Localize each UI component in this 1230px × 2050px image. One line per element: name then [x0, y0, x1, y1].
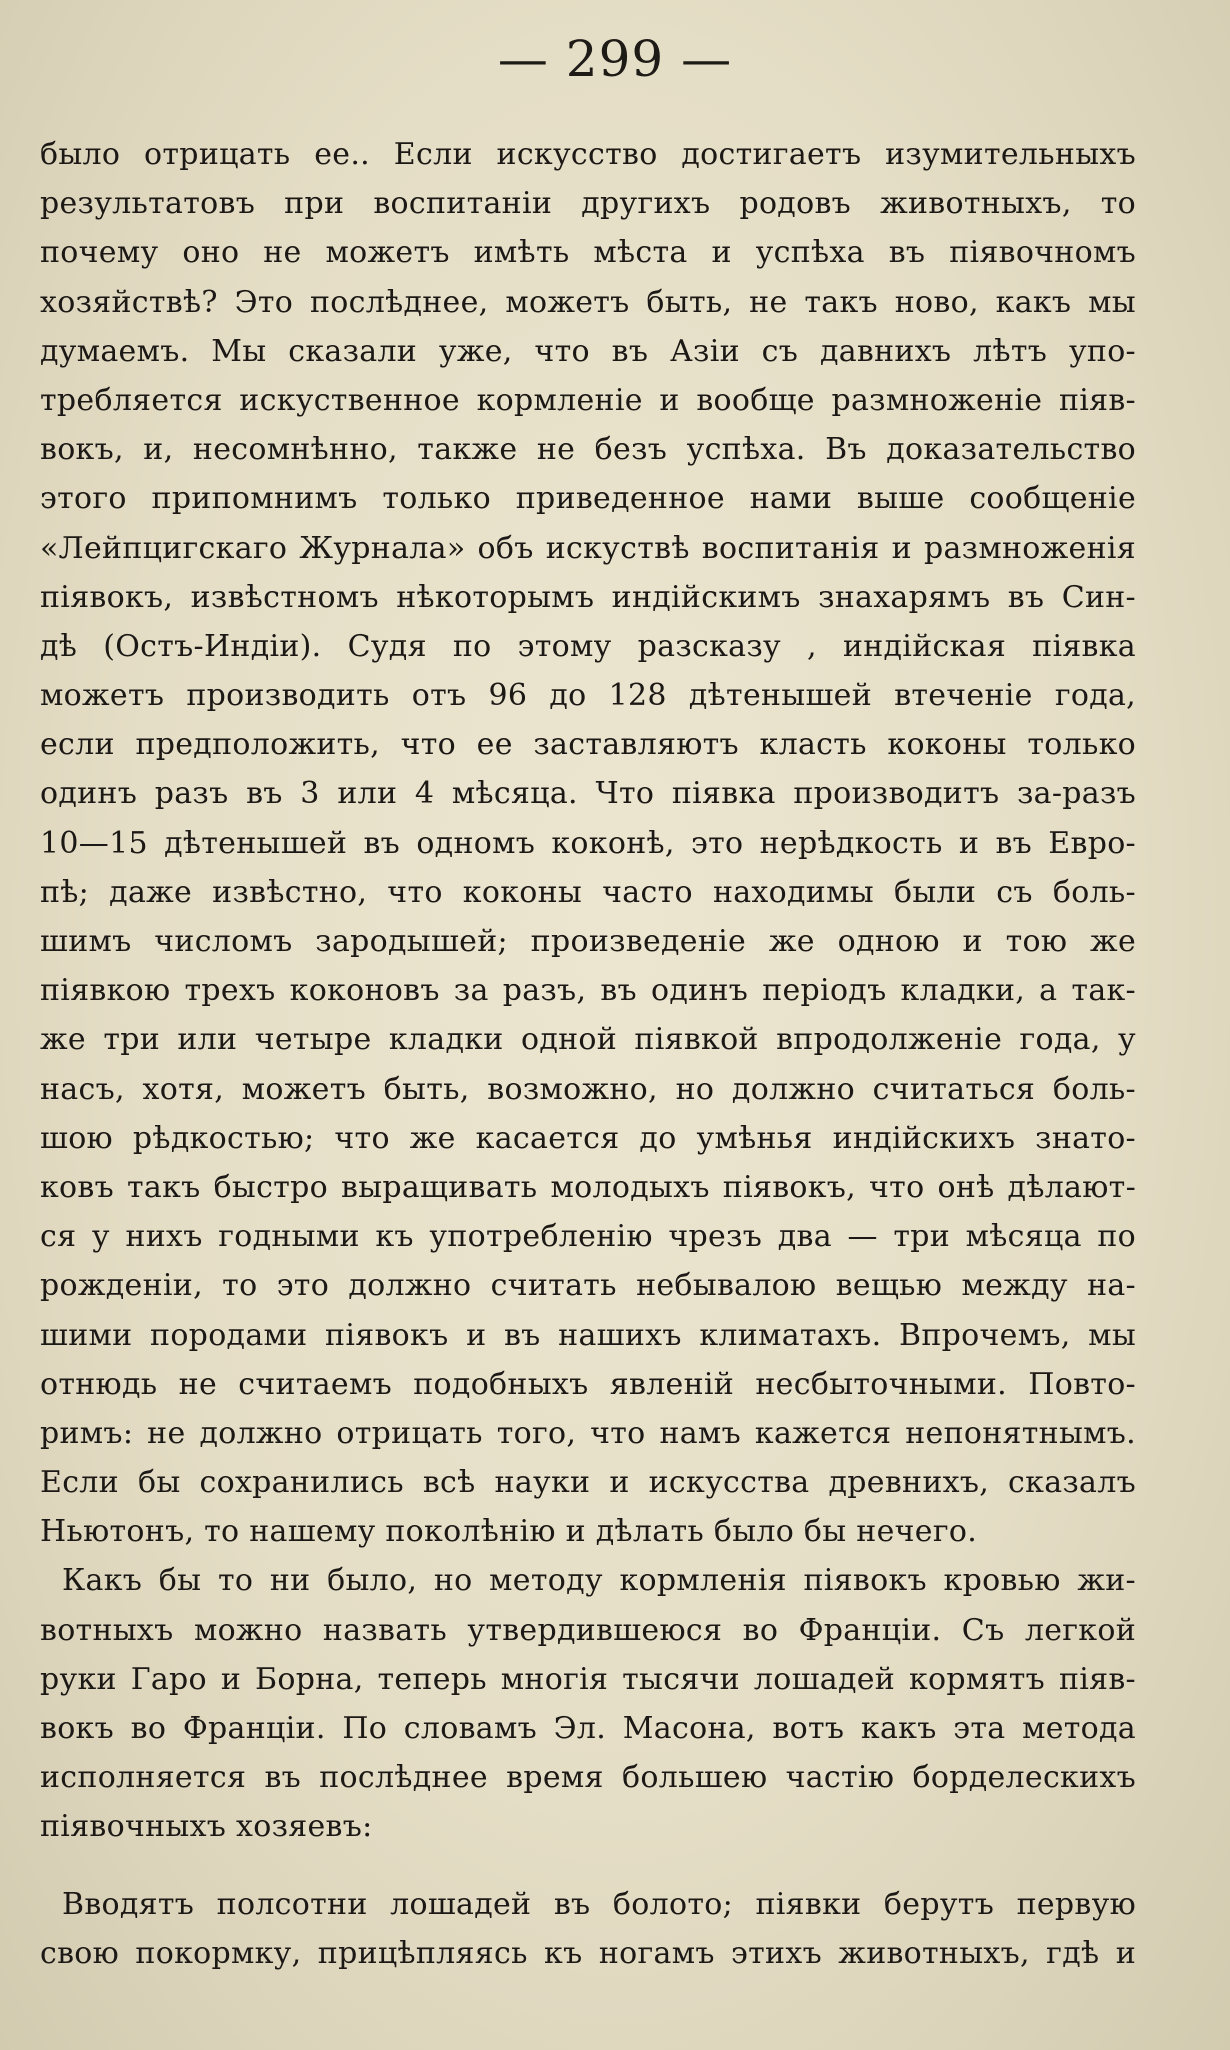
text-line: результатовъ при воспитаніи другихъ родовъ животныхъ, то [40, 186, 1136, 222]
text-line: вокъ, и, несомнѣнно, также не безъ успѣха. Въ доказательство [40, 432, 1136, 468]
text-line: было отрицать ее.. Если искусство достигаетъ изумительныхъ [40, 137, 1136, 172]
text-line: можетъ производить отъ 96 до 128 дѣтенышей втеченіе года, [40, 678, 1136, 714]
text-line: пѣ; даже извѣстно, что коконы часто находимы были съ боль- [40, 874, 1136, 910]
body-text [40, 130, 1136, 1978]
text-line: руки Гаро и Борна, теперь многія тысячи лошадей кормятъ піяв- [40, 1661, 1136, 1697]
text-line: если предположить, что ее заставляютъ класть коконы только [40, 727, 1136, 763]
text-line: одинъ разъ въ 3 или 4 мѣсяца. Что піявка производитъ за-разъ [40, 776, 1136, 812]
text-line: этого припомнимъ только приведенное нами выше сообщеніе [40, 481, 1136, 517]
text-line: піявокъ, извѣстномъ нѣкоторымъ индійскимъ знахарямъ въ Син- [40, 579, 1136, 615]
page-number: — 299 — [497, 30, 733, 88]
text-line: вотныхъ можно назвать утвердившеюся во Франціи. Съ легкой [40, 1612, 1136, 1648]
text-line: почему оно не можетъ имѣть мѣста и успѣха въ піявочномъ [40, 235, 1136, 271]
text-line: же три или четыре кладки одной піявкой впродолженіе года, у [40, 1022, 1136, 1058]
text-line: римъ: не должно отрицать того, что намъ кажется непонятнымъ. [40, 1415, 1136, 1451]
text-line: отнюдь не считаемъ подобныхъ явленій несбыточными. Повто- [40, 1366, 1136, 1402]
text-line: думаемъ. Мы сказали уже, что въ Азіи съ давнихъ лѣтъ упо- [40, 333, 1136, 369]
text-line: піявочныхъ хозяевъ: [40, 1809, 373, 1845]
text-line: Какъ бы то ни было, но методу кормленія піявокъ кровью жи- [62, 1563, 1136, 1599]
paragraph-3 [40, 1880, 1136, 1978]
text-line: 10—15 дѣтенышей въ одномъ коконѣ, это нерѣдкость и въ Евро- [40, 825, 1136, 861]
text-line: исполняется въ послѣднее время большею частію борделескихъ [40, 1760, 1136, 1796]
text-line: дѣ (Остъ-Индіи). Судя по этому разсказу , индійская піявка [40, 628, 1136, 664]
text-line: насъ, хотя, можетъ быть, возможно, но должно считаться боль- [40, 1071, 1136, 1107]
text-line: хозяйствѣ? Это послѣднее, можетъ быть, не такъ ново, какъ мы [40, 284, 1136, 320]
text-line: рожденіи, то это должно считать небывалою вещью между на- [40, 1268, 1136, 1304]
text-line: свою покормку, прицѣпляясь къ ногамъ этихъ животныхъ, гдѣ и [40, 1935, 1136, 1971]
text-line: вокъ во Франціи. По словамъ Эл. Масона, вотъ какъ эта метода [40, 1711, 1136, 1746]
text-line: «Лейпцигскаго Журнала» объ искуствѣ воспитанія и размноженія [40, 530, 1136, 566]
text-line: піявкою трехъ коконовъ за разъ, въ одинъ періодъ кладки, а так- [40, 973, 1136, 1009]
text-line: Если бы сохранились всѣ науки и искусства древнихъ, сказалъ [40, 1465, 1136, 1501]
text-line: шою рѣдкостью; что же касается до умѣнья индійскихъ знато- [40, 1120, 1136, 1156]
text-line: ся у нихъ годными къ употребленію чрезъ два — три мѣсяца по [40, 1219, 1136, 1255]
text-line: Ньютонъ, то нашему поколѣнію и дѣлать было бы нечего. [40, 1514, 978, 1550]
paragraph-1 [40, 130, 1136, 1556]
paragraph-gap [40, 1852, 1136, 1880]
paragraph-2 [40, 1556, 1136, 1851]
text-line: шимъ числомъ зародышей; произведеніе же одною и тою же [40, 924, 1136, 959]
text-line: требляется искуственное кормленіе и вообще размноженіе піяв- [40, 382, 1136, 418]
text-line: шими породами піявокъ и въ нашихъ климатахъ. Впрочемъ, мы [40, 1317, 1136, 1353]
text-line: Вводятъ полсотни лошадей въ болото; піявки берутъ первую [62, 1886, 1136, 1922]
text-line: ковъ такъ быстро выращивать молодыхъ піявокъ, что онѣ дѣлают- [40, 1169, 1136, 1205]
